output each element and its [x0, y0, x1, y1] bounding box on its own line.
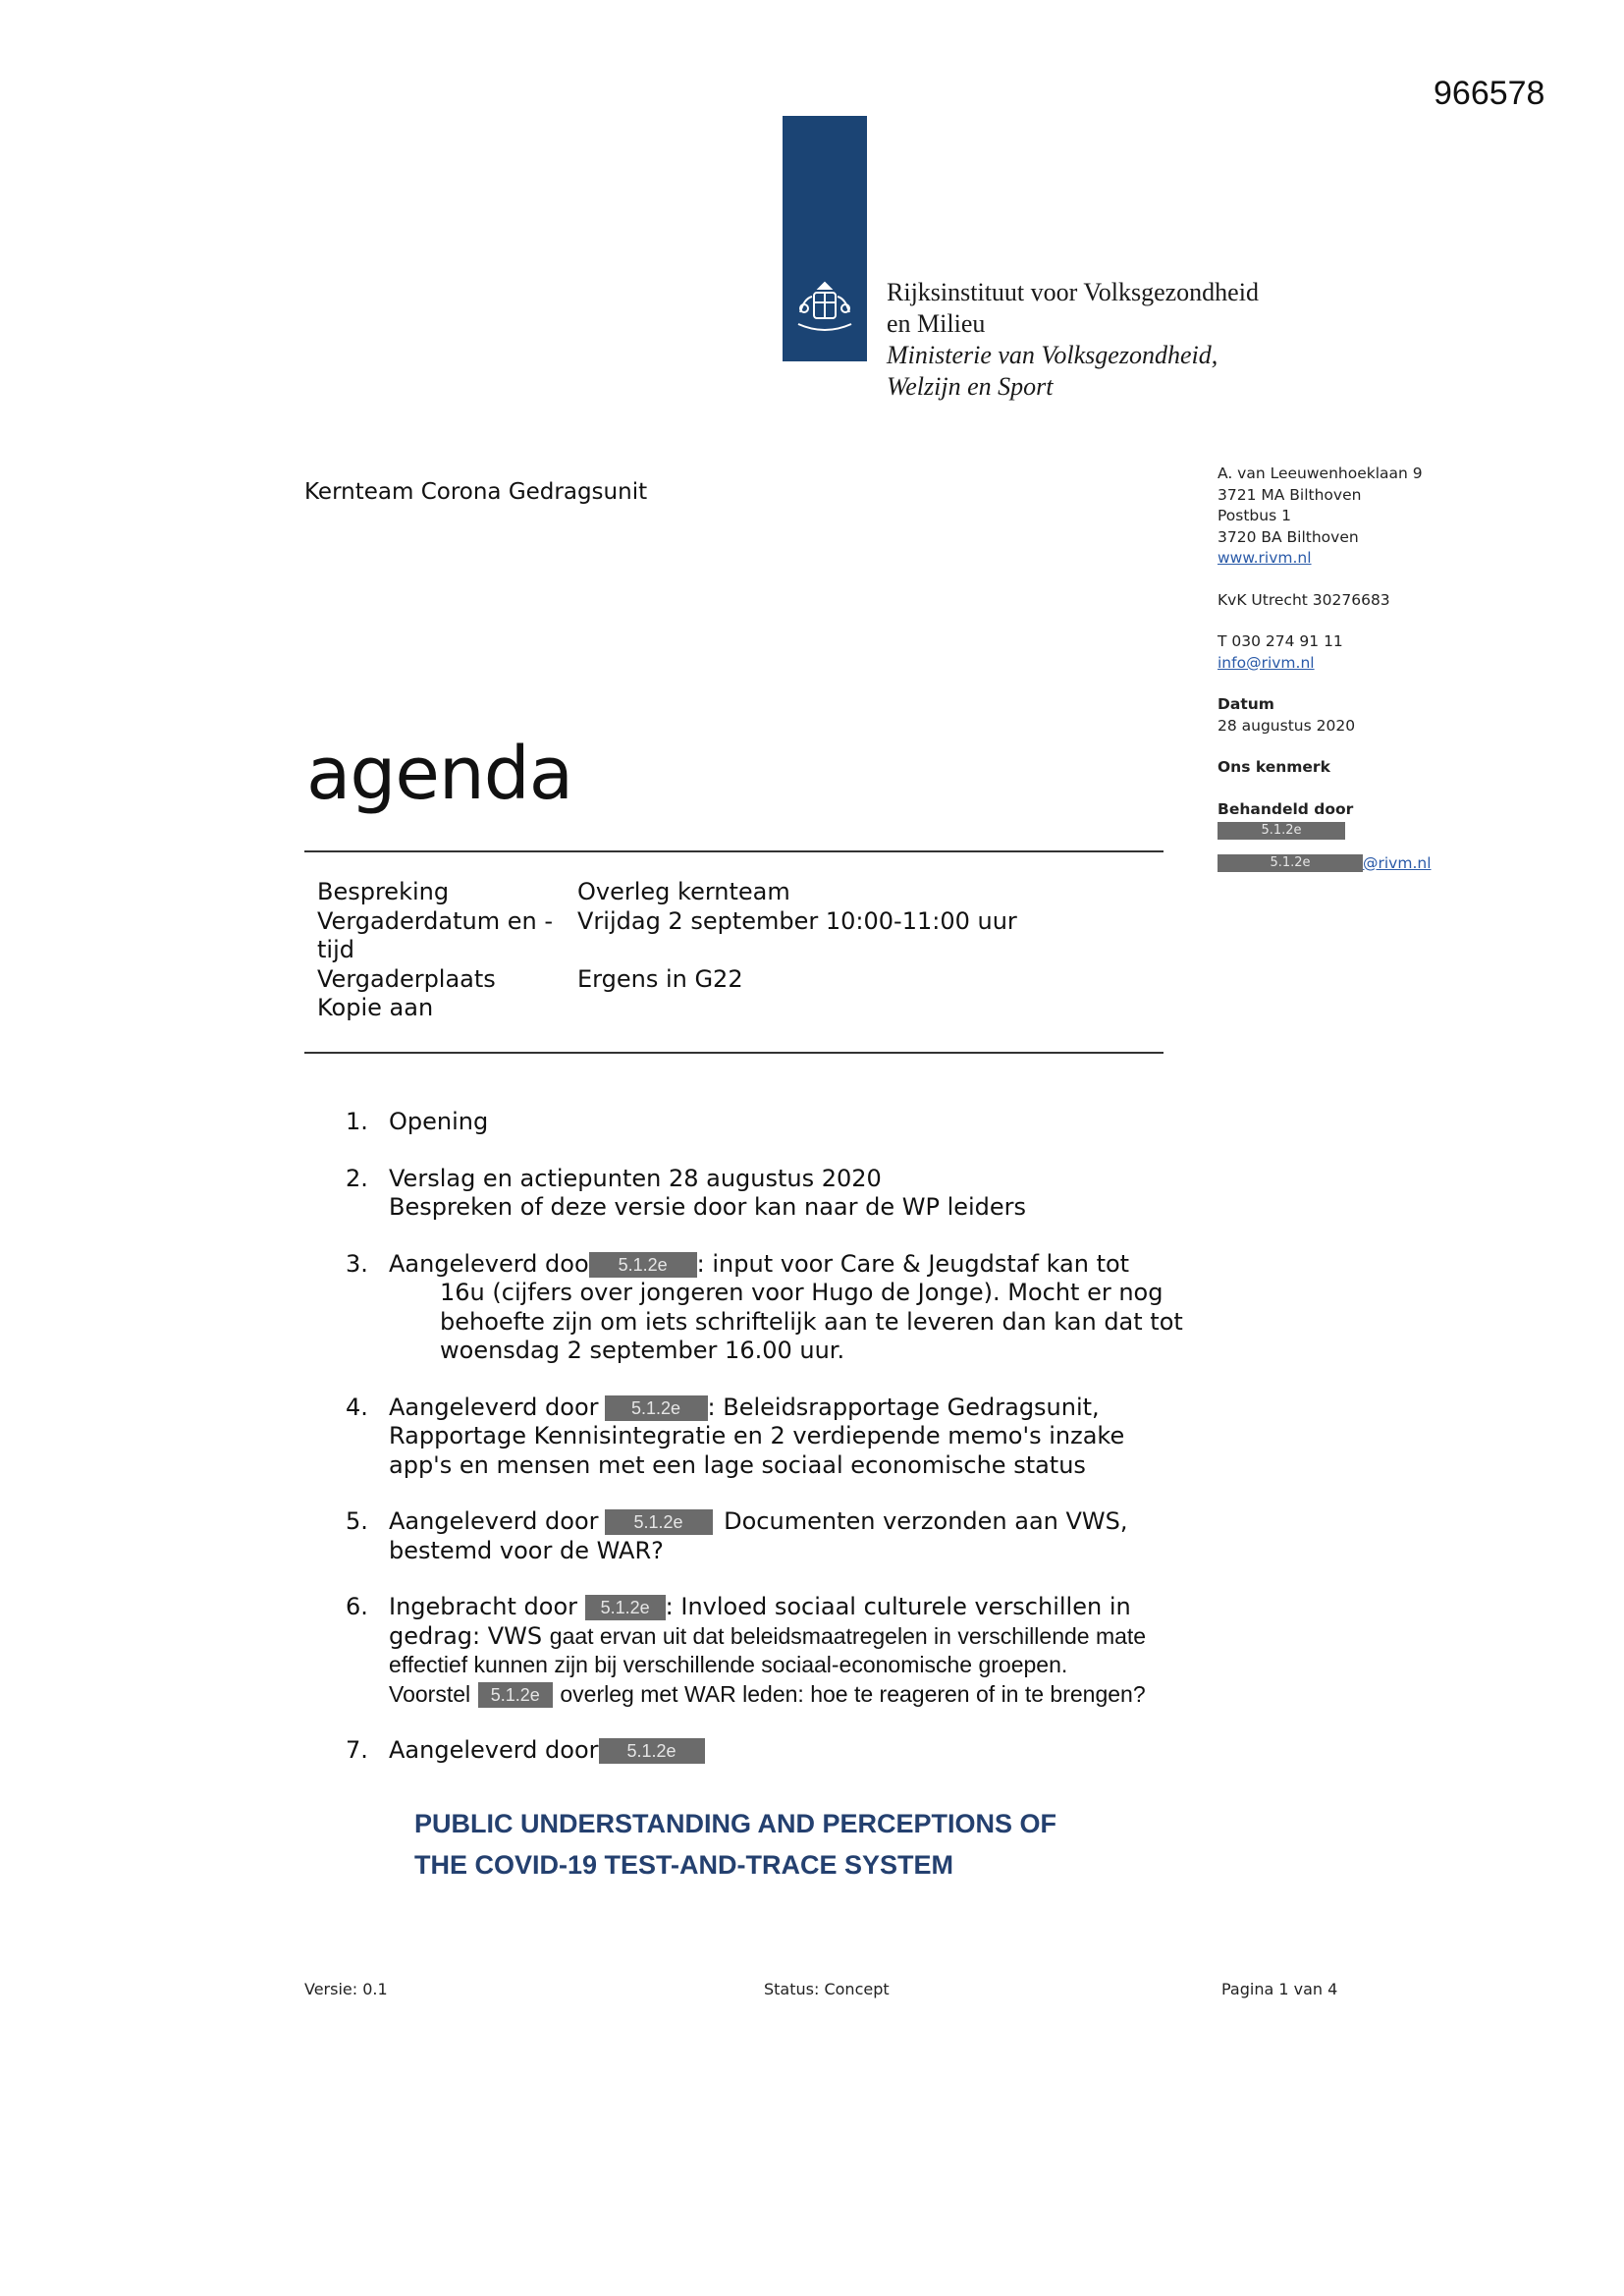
postbus-city: 3720 BA Bilthoven — [1218, 527, 1359, 546]
kopie-label: Kopie aan — [317, 994, 434, 1021]
item-text: effectief kunnen zijn bij verschillende sociaal-economische groepen. — [389, 1652, 1068, 1677]
list-item — [346, 1165, 1210, 1223]
crest-icon — [790, 273, 859, 342]
item-number: 3. — [346, 1249, 368, 1278]
item-number: 7. — [346, 1736, 368, 1764]
list-item — [346, 1250, 1210, 1366]
footer-status: Status: Concept — [764, 1980, 890, 1998]
list-item — [346, 1507, 1210, 1565]
bespreking-label: Bespreking — [317, 878, 450, 905]
plaats-value: Ergens in G22 — [577, 964, 743, 993]
org-line-2: en Milieu — [887, 309, 986, 338]
redaction-box: 5.1.2e — [1218, 822, 1345, 840]
org-line-4: Welzijn en Sport — [887, 372, 1054, 401]
item-text: 16u (cijfers over jongeren voor Hugo de Jonge). Mocht er nog — [440, 1279, 1164, 1306]
item-number: 6. — [346, 1593, 368, 1620]
item-text: Aangeleverd door — [389, 1507, 599, 1535]
postcode-city: 3721 MA Bilthoven — [1218, 485, 1362, 504]
list-item — [346, 1736, 1210, 1766]
postbus: Postbus 1 — [1218, 507, 1291, 524]
footer-page: Pagina 1 van 4 — [1221, 1980, 1338, 1998]
redaction-box: 5.1.2e — [605, 1509, 713, 1535]
org-line-3: Ministerie van Volksgezondheid, — [887, 341, 1218, 369]
team-name: Kernteam Corona Gedragsunit — [304, 479, 648, 505]
item-text: app's en mensen met een lage sociaal economische status — [389, 1450, 1086, 1479]
phone-number: T 030 274 91 11 — [1218, 632, 1343, 650]
footer-version: Versie: 0.1 — [304, 1980, 388, 1998]
street: A. van Leeuwenhoeklaan 9 — [1218, 465, 1423, 482]
address-block — [1218, 464, 1432, 874]
redaction-box: 5.1.2e — [605, 1395, 708, 1421]
agenda-items — [346, 1108, 1210, 1793]
report-title-line-2: THE COVID-19 TEST-AND-TRACE SYSTEM — [414, 1850, 954, 1880]
divider — [304, 1052, 1164, 1054]
document-number: 966578 — [1434, 75, 1545, 112]
item-text: : Invloed sociaal culturele verschillen in — [665, 1593, 1131, 1620]
redaction-box: 5.1.2e — [1218, 854, 1363, 872]
divider — [304, 850, 1164, 852]
website-link[interactable]: www.rivm.nl — [1218, 549, 1312, 567]
item-text: Rapportage Kennisintegratie en 2 verdiepende memo's inzake — [389, 1422, 1125, 1449]
item-number: 2. — [346, 1164, 368, 1192]
item-text: overleg met WAR leden: hoe te reageren of in te brengen? — [560, 1680, 1146, 1707]
list-item — [346, 1108, 1210, 1137]
item-text: Voorstel — [389, 1680, 471, 1707]
item-text: gaat ervan uit dat beleidsmaatregelen in verschillende mate — [549, 1622, 1147, 1649]
rivm-logo — [783, 116, 867, 361]
item-text: : input voor Care & Jeugdstaf kan tot — [696, 1249, 1130, 1278]
embedded-report-title — [414, 1803, 1056, 1886]
organisation-name — [887, 277, 1259, 403]
item-number: 1. — [346, 1108, 368, 1135]
redaction-box: 5.1.2e — [585, 1595, 666, 1620]
behandeld-label: Behandeld door — [1218, 799, 1354, 818]
item-text: Aangeleverd door — [389, 1393, 599, 1421]
org-line-1: Rijksinstituut voor Volksgezondheid — [887, 278, 1259, 306]
list-item — [346, 1593, 1210, 1709]
list-item — [346, 1394, 1210, 1481]
kvk-number: KvK Utrecht 30276683 — [1218, 590, 1390, 609]
redaction-box: 5.1.2e — [599, 1738, 705, 1764]
item-text: Opening — [389, 1108, 489, 1135]
kenmerk-label: Ons kenmerk — [1218, 758, 1330, 776]
item-text: bestemd voor de WAR? — [389, 1536, 664, 1564]
redaction-box: 5.1.2e — [478, 1682, 553, 1708]
item-text: Verslag en actiepunten 28 augustus 2020 — [389, 1164, 882, 1192]
item-number: 5. — [346, 1507, 368, 1535]
item-text: woensdag 2 september 16.00 uur. — [440, 1337, 845, 1364]
item-number: 4. — [346, 1393, 368, 1421]
datum-label: Datum — [1218, 695, 1274, 713]
item-text: Bespreken of deze versie door kan naar de WP leiders — [389, 1193, 1027, 1221]
item-text: : Beleidsrapportage Gedragsunit, — [707, 1393, 1100, 1421]
item-text: gedrag: VWS — [389, 1621, 550, 1650]
datum-tijd-value: Vrijdag 2 september 10:00-11:00 uur — [577, 906, 1017, 935]
bespreking-value: Overleg kernteam — [577, 878, 790, 905]
datum-value: 28 augustus 2020 — [1218, 716, 1356, 735]
item-text: Aangeleverd door — [389, 1736, 599, 1764]
item-text: Ingebracht door — [389, 1593, 578, 1620]
item-text: Aangeleverd doo — [389, 1249, 589, 1278]
report-title-line-1: PUBLIC UNDERSTANDING AND PERCEPTIONS OF — [414, 1809, 1057, 1838]
item-text: Documenten verzonden aan VWS, — [716, 1507, 1128, 1535]
redaction-box: 5.1.2e — [589, 1252, 697, 1278]
email-suffix[interactable]: @rivm.nl — [1363, 853, 1432, 872]
meeting-details — [317, 878, 1017, 1023]
email-link[interactable]: info@rivm.nl — [1218, 653, 1315, 672]
datum-tijd-label: Vergaderdatum en - — [317, 906, 553, 935]
page-title: agenda — [306, 732, 573, 816]
plaats-label: Vergaderplaats — [317, 964, 496, 993]
datum-tijd-label-cont: tijd — [317, 936, 354, 963]
item-text: behoefte zijn om iets schriftelijk aan te leveren dan kan dat tot — [440, 1307, 1183, 1336]
